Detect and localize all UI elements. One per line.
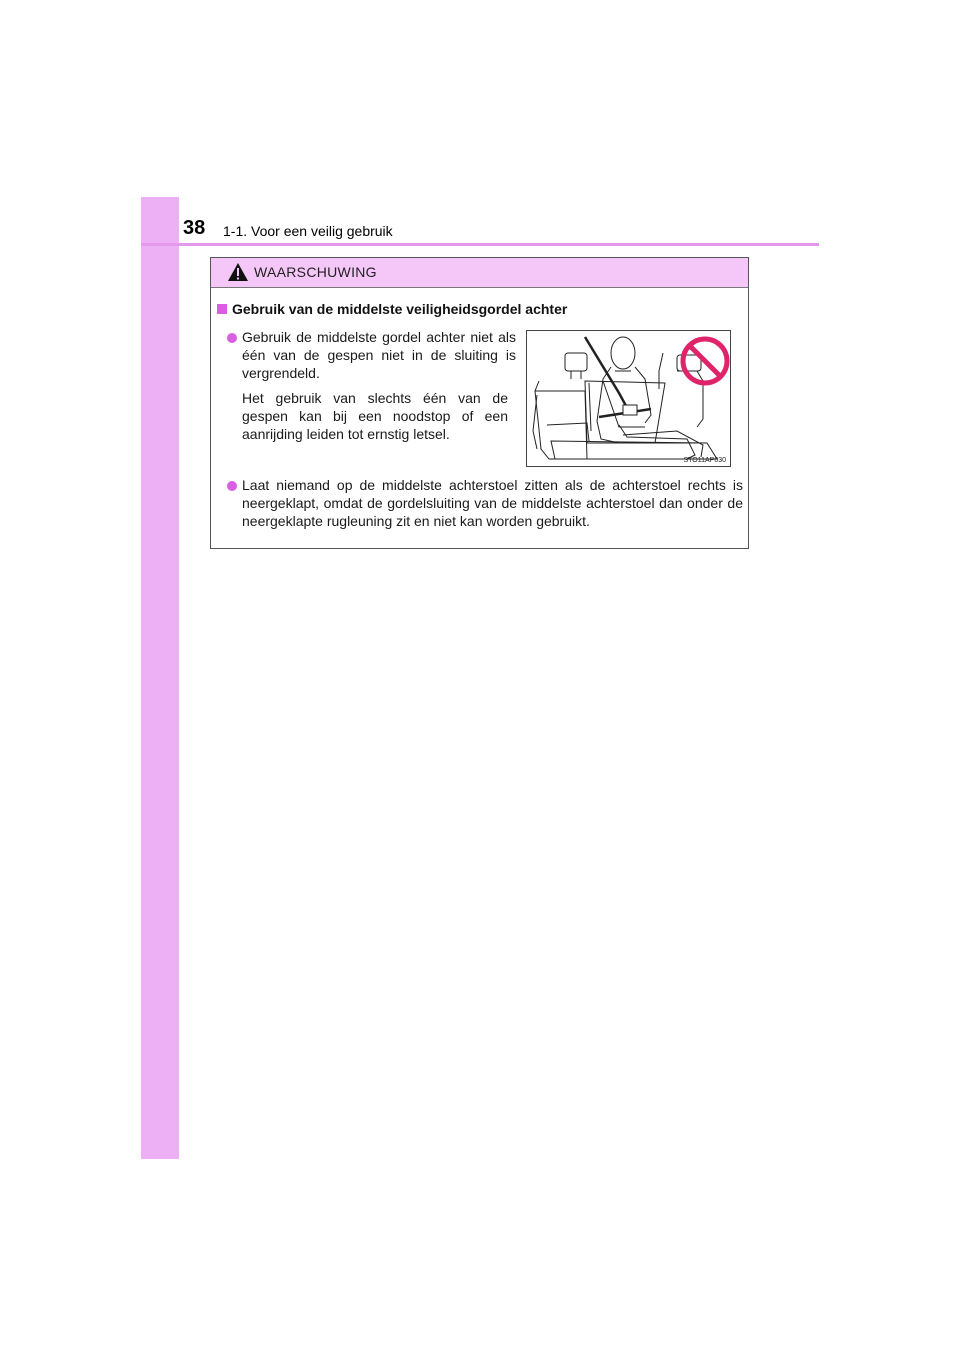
warning-label: WAARSCHUWING (254, 264, 377, 280)
header-divider (141, 243, 819, 246)
bullet-dot-icon (227, 481, 237, 491)
warning-header (211, 258, 748, 288)
bullet-2-text: Laat niemand op de middelste achterstoel zitten als de achterstoel rechts is neergeklapt, omdat de gordelsluiting van de middelste achterstoel dan onder de neergeklapte rugleuning zit en niet kan worden gebruikt. (242, 477, 743, 529)
bullet-1-text: Gebruik de middelste gordel achter niet als één van de gespen niet in de sluiting is vergrendeld. (242, 329, 516, 381)
bullet-1-continuation: Het gebruik van slechts één van de gespen kan bij een noodstop of een aanrijding leiden tot ernstig letsel. (242, 390, 508, 442)
warning-box (210, 257, 749, 549)
section-title: 1-1. Voor een veilig gebruik (223, 223, 393, 239)
square-bullet-icon (217, 304, 227, 314)
figure-code: STO11AP030 (683, 457, 726, 464)
seat-belt-illustration (526, 330, 731, 467)
seat-illustration-icon (527, 331, 731, 467)
warning-triangle-icon (227, 262, 249, 282)
warning-subheading (217, 300, 567, 318)
side-tab-band (141, 197, 179, 1159)
prohibited-icon (683, 339, 727, 383)
page-number: 38 (183, 217, 206, 239)
bullet-dot-icon (227, 333, 237, 343)
subheading-text: Gebruik van de middelste veiligheidsgordel achter (232, 301, 568, 317)
